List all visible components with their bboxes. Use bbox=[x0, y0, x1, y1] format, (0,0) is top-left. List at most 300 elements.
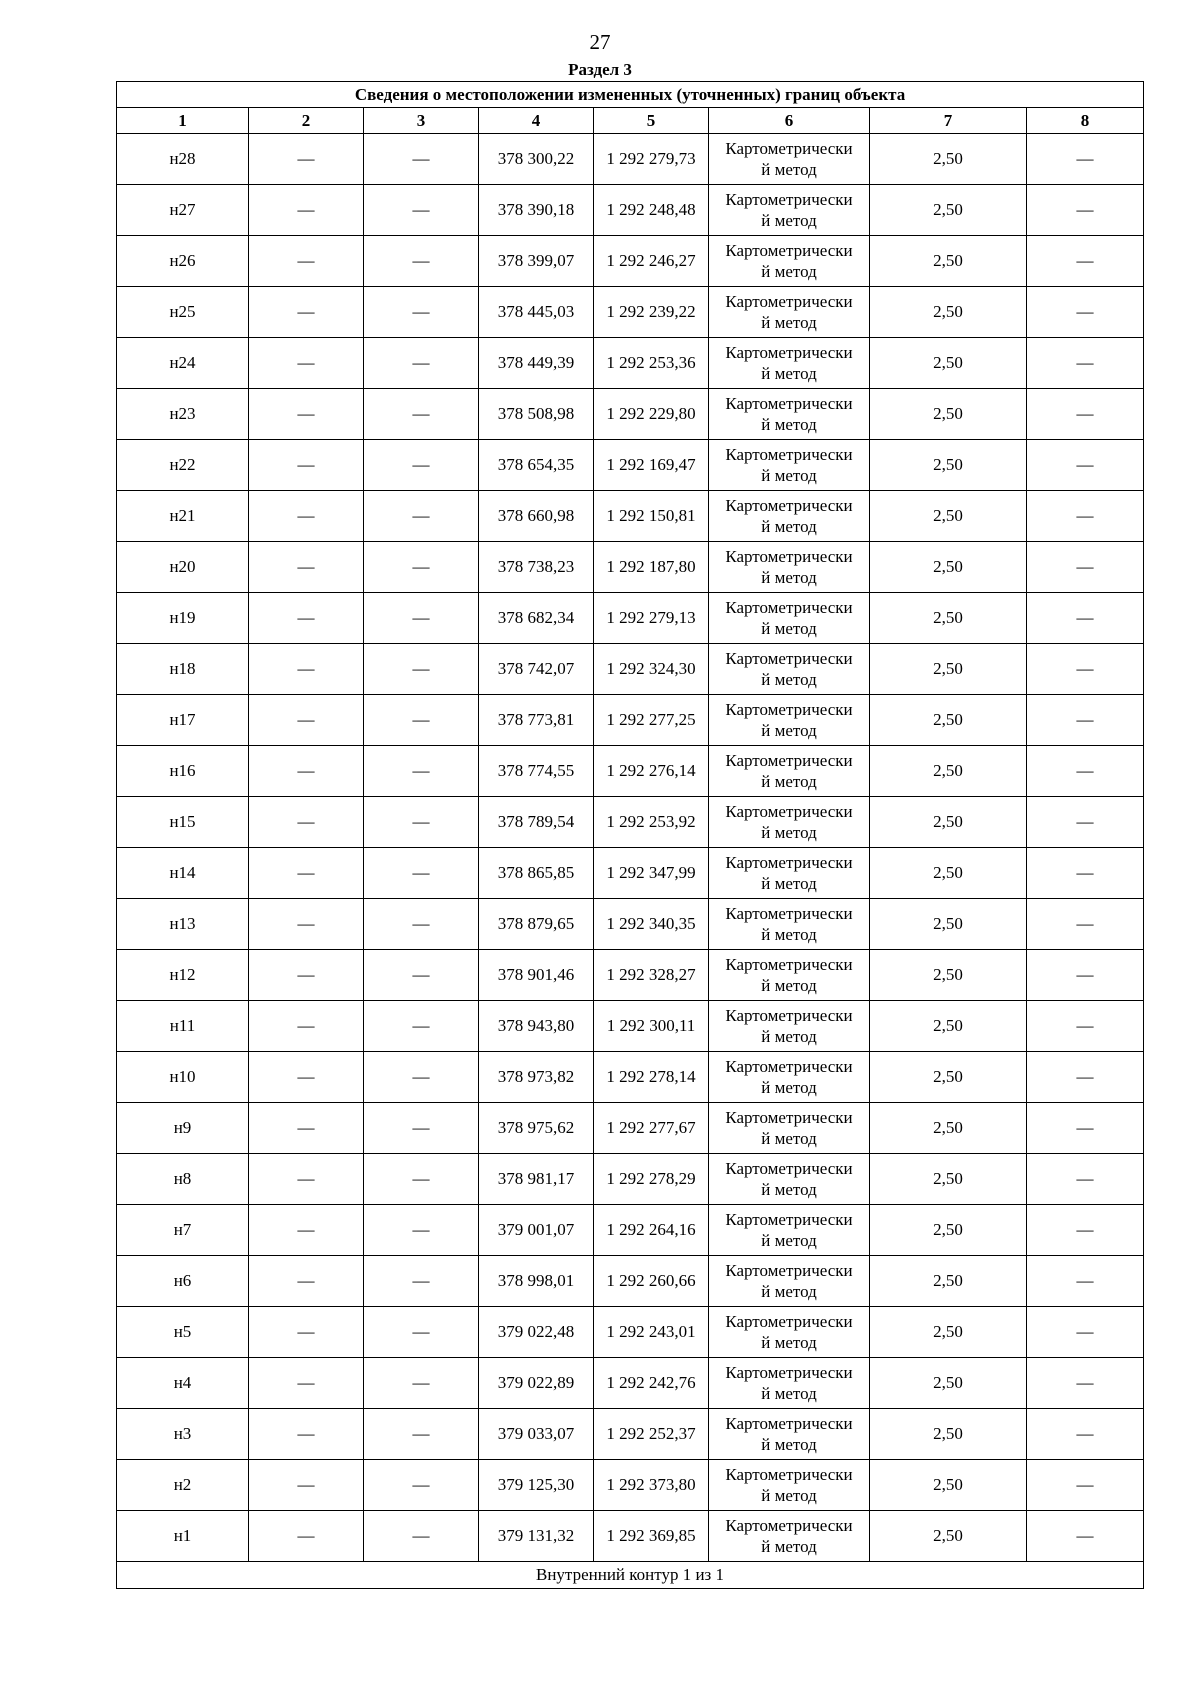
point-name-cell: н5 bbox=[117, 1307, 249, 1358]
description-cell: — bbox=[1027, 1460, 1144, 1511]
accuracy-cell: 2,50 bbox=[870, 1409, 1027, 1460]
method-cell bbox=[709, 593, 870, 644]
description-cell: — bbox=[1027, 338, 1144, 389]
accuracy-cell: 2,50 bbox=[870, 950, 1027, 1001]
table-row bbox=[117, 1154, 1144, 1205]
description-cell: — bbox=[1027, 797, 1144, 848]
x-coordinate-cell: 379 022,48 bbox=[479, 1307, 594, 1358]
point-name-cell: н9 bbox=[117, 1103, 249, 1154]
x-coordinate-cell: 378 973,82 bbox=[479, 1052, 594, 1103]
x-coordinate-cell: 378 981,17 bbox=[479, 1154, 594, 1205]
old-x-cell: — bbox=[249, 1103, 364, 1154]
method-cell bbox=[709, 1307, 870, 1358]
table-row bbox=[117, 542, 1144, 593]
old-x-cell: — bbox=[249, 848, 364, 899]
method-line-2: й метод bbox=[761, 1180, 817, 1199]
table-body bbox=[117, 134, 1144, 1562]
accuracy-cell: 2,50 bbox=[870, 1256, 1027, 1307]
point-name-cell: н28 bbox=[117, 134, 249, 185]
point-name-cell: н15 bbox=[117, 797, 249, 848]
method-cell bbox=[709, 236, 870, 287]
point-name-cell: н26 bbox=[117, 236, 249, 287]
old-x-cell: — bbox=[249, 338, 364, 389]
old-y-cell: — bbox=[364, 1154, 479, 1205]
description-cell: — bbox=[1027, 1001, 1144, 1052]
method-line-1: Картометрически bbox=[725, 802, 853, 821]
y-coordinate-cell: 1 292 239,22 bbox=[594, 287, 709, 338]
y-coordinate-cell: 1 292 187,80 bbox=[594, 542, 709, 593]
method-line-2: й метод bbox=[761, 568, 817, 587]
old-x-cell: — bbox=[249, 1460, 364, 1511]
old-y-cell: — bbox=[364, 1001, 479, 1052]
page-number: 27 bbox=[589, 30, 611, 54]
y-coordinate-cell: 1 292 253,36 bbox=[594, 338, 709, 389]
point-name-cell: н16 bbox=[117, 746, 249, 797]
method-line-1: Картометрически bbox=[725, 1363, 853, 1382]
point-name-cell: н20 bbox=[117, 542, 249, 593]
old-x-cell: — bbox=[249, 746, 364, 797]
table-row bbox=[117, 899, 1144, 950]
y-coordinate-cell: 1 292 340,35 bbox=[594, 899, 709, 950]
y-coordinate-cell: 1 292 277,67 bbox=[594, 1103, 709, 1154]
table-row bbox=[117, 1256, 1144, 1307]
section-title: Раздел 3 bbox=[568, 60, 632, 79]
accuracy-cell: 2,50 bbox=[870, 797, 1027, 848]
old-y-cell: — bbox=[364, 1205, 479, 1256]
accuracy-cell: 2,50 bbox=[870, 848, 1027, 899]
y-coordinate-cell: 1 292 243,01 bbox=[594, 1307, 709, 1358]
method-cell bbox=[709, 134, 870, 185]
old-x-cell: — bbox=[249, 134, 364, 185]
x-coordinate-cell: 378 998,01 bbox=[479, 1256, 594, 1307]
column-number: 3 bbox=[364, 108, 479, 134]
method-line-1: Картометрически bbox=[725, 343, 853, 362]
method-cell bbox=[709, 746, 870, 797]
method-line-1: Картометрически bbox=[725, 598, 853, 617]
description-cell: — bbox=[1027, 1205, 1144, 1256]
old-x-cell: — bbox=[249, 1511, 364, 1562]
table-row bbox=[117, 1460, 1144, 1511]
method-line-1: Картометрически bbox=[725, 955, 853, 974]
old-x-cell: — bbox=[249, 440, 364, 491]
y-coordinate-cell: 1 292 169,47 bbox=[594, 440, 709, 491]
method-cell bbox=[709, 644, 870, 695]
y-coordinate-cell: 1 292 347,99 bbox=[594, 848, 709, 899]
y-coordinate-cell: 1 292 276,14 bbox=[594, 746, 709, 797]
x-coordinate-cell: 378 300,22 bbox=[479, 134, 594, 185]
table-row bbox=[117, 1511, 1144, 1562]
accuracy-cell: 2,50 bbox=[870, 236, 1027, 287]
coordinates-table bbox=[116, 81, 1144, 1589]
description-cell: — bbox=[1027, 950, 1144, 1001]
accuracy-cell: 2,50 bbox=[870, 593, 1027, 644]
column-number: 5 bbox=[594, 108, 709, 134]
method-line-1: Картометрически bbox=[725, 496, 853, 515]
description-cell: — bbox=[1027, 848, 1144, 899]
point-name-cell: н19 bbox=[117, 593, 249, 644]
table-row bbox=[117, 848, 1144, 899]
point-name-cell: н27 bbox=[117, 185, 249, 236]
accuracy-cell: 2,50 bbox=[870, 1358, 1027, 1409]
point-name-cell: н24 bbox=[117, 338, 249, 389]
accuracy-cell: 2,50 bbox=[870, 746, 1027, 797]
method-cell bbox=[709, 695, 870, 746]
method-line-2: й метод bbox=[761, 772, 817, 791]
description-cell: — bbox=[1027, 491, 1144, 542]
method-line-2: й метод bbox=[761, 415, 817, 434]
table-row bbox=[117, 1205, 1144, 1256]
description-cell: — bbox=[1027, 1103, 1144, 1154]
table-row bbox=[117, 1409, 1144, 1460]
accuracy-cell: 2,50 bbox=[870, 1307, 1027, 1358]
y-coordinate-cell: 1 292 277,25 bbox=[594, 695, 709, 746]
x-coordinate-cell: 379 001,07 bbox=[479, 1205, 594, 1256]
table-row bbox=[117, 1001, 1144, 1052]
x-coordinate-cell: 378 508,98 bbox=[479, 389, 594, 440]
table-row bbox=[117, 1358, 1144, 1409]
y-coordinate-cell: 1 292 229,80 bbox=[594, 389, 709, 440]
table-row bbox=[117, 797, 1144, 848]
old-y-cell: — bbox=[364, 899, 479, 950]
old-y-cell: — bbox=[364, 185, 479, 236]
old-x-cell: — bbox=[249, 644, 364, 695]
y-coordinate-cell: 1 292 279,73 bbox=[594, 134, 709, 185]
description-cell: — bbox=[1027, 185, 1144, 236]
description-cell: — bbox=[1027, 695, 1144, 746]
old-x-cell: — bbox=[249, 1307, 364, 1358]
method-cell bbox=[709, 1103, 870, 1154]
description-cell: — bbox=[1027, 1154, 1144, 1205]
old-y-cell: — bbox=[364, 1511, 479, 1562]
method-line-2: й метод bbox=[761, 1486, 817, 1505]
method-line-2: й метод bbox=[761, 874, 817, 893]
x-coordinate-cell: 378 879,65 bbox=[479, 899, 594, 950]
accuracy-cell: 2,50 bbox=[870, 338, 1027, 389]
accuracy-cell: 2,50 bbox=[870, 440, 1027, 491]
y-coordinate-cell: 1 292 248,48 bbox=[594, 185, 709, 236]
old-x-cell: — bbox=[249, 1358, 364, 1409]
y-coordinate-cell: 1 292 260,66 bbox=[594, 1256, 709, 1307]
method-line-2: й метод bbox=[761, 1231, 817, 1250]
method-line-1: Картометрически bbox=[725, 1414, 853, 1433]
old-y-cell: — bbox=[364, 236, 479, 287]
y-coordinate-cell: 1 292 369,85 bbox=[594, 1511, 709, 1562]
column-number: 7 bbox=[870, 108, 1027, 134]
point-name-cell: н6 bbox=[117, 1256, 249, 1307]
x-coordinate-cell: 378 682,34 bbox=[479, 593, 594, 644]
x-coordinate-cell: 378 738,23 bbox=[479, 542, 594, 593]
method-line-1: Картометрически bbox=[725, 751, 853, 770]
old-x-cell: — bbox=[249, 1205, 364, 1256]
method-line-2: й метод bbox=[761, 925, 817, 944]
old-y-cell: — bbox=[364, 287, 479, 338]
method-line-1: Картометрически bbox=[725, 904, 853, 923]
x-coordinate-cell: 378 901,46 bbox=[479, 950, 594, 1001]
old-y-cell: — bbox=[364, 644, 479, 695]
method-cell bbox=[709, 1001, 870, 1052]
x-coordinate-cell: 379 131,32 bbox=[479, 1511, 594, 1562]
accuracy-cell: 2,50 bbox=[870, 1460, 1027, 1511]
method-line-1: Картометрически bbox=[725, 547, 853, 566]
old-y-cell: — bbox=[364, 1103, 479, 1154]
method-line-2: й метод bbox=[761, 1129, 817, 1148]
accuracy-cell: 2,50 bbox=[870, 1205, 1027, 1256]
old-y-cell: — bbox=[364, 491, 479, 542]
method-line-1: Картометрически bbox=[725, 1057, 853, 1076]
point-name-cell: н22 bbox=[117, 440, 249, 491]
description-cell: — bbox=[1027, 1052, 1144, 1103]
method-line-1: Картометрически bbox=[725, 1465, 853, 1484]
point-name-cell: н10 bbox=[117, 1052, 249, 1103]
accuracy-cell: 2,50 bbox=[870, 287, 1027, 338]
method-line-1: Картометрически bbox=[725, 1159, 853, 1178]
method-line-1: Картометрически bbox=[725, 1261, 853, 1280]
point-name-cell: н2 bbox=[117, 1460, 249, 1511]
column-number: 8 bbox=[1027, 108, 1144, 134]
old-x-cell: — bbox=[249, 287, 364, 338]
method-line-2: й метод bbox=[761, 517, 817, 536]
point-name-cell: н23 bbox=[117, 389, 249, 440]
method-cell bbox=[709, 491, 870, 542]
method-line-2: й метод bbox=[761, 1078, 817, 1097]
method-line-1: Картометрически bbox=[725, 1006, 853, 1025]
method-line-2: й метод bbox=[761, 211, 817, 230]
method-cell bbox=[709, 1409, 870, 1460]
x-coordinate-cell: 378 865,85 bbox=[479, 848, 594, 899]
y-coordinate-cell: 1 292 373,80 bbox=[594, 1460, 709, 1511]
accuracy-cell: 2,50 bbox=[870, 1511, 1027, 1562]
old-y-cell: — bbox=[364, 389, 479, 440]
x-coordinate-cell: 379 033,07 bbox=[479, 1409, 594, 1460]
x-coordinate-cell: 379 022,89 bbox=[479, 1358, 594, 1409]
old-y-cell: — bbox=[364, 593, 479, 644]
accuracy-cell: 2,50 bbox=[870, 491, 1027, 542]
description-cell: — bbox=[1027, 1511, 1144, 1562]
point-name-cell: н18 bbox=[117, 644, 249, 695]
accuracy-cell: 2,50 bbox=[870, 644, 1027, 695]
y-coordinate-cell: 1 292 278,29 bbox=[594, 1154, 709, 1205]
accuracy-cell: 2,50 bbox=[870, 185, 1027, 236]
accuracy-cell: 2,50 bbox=[870, 1052, 1027, 1103]
point-name-cell: н3 bbox=[117, 1409, 249, 1460]
description-cell: — bbox=[1027, 1307, 1144, 1358]
old-x-cell: — bbox=[249, 797, 364, 848]
old-x-cell: — bbox=[249, 1001, 364, 1052]
old-x-cell: — bbox=[249, 185, 364, 236]
method-cell bbox=[709, 1052, 870, 1103]
table-caption: Сведения о местоположении измененных (уточненных) границ объекта bbox=[117, 82, 1144, 108]
accuracy-cell: 2,50 bbox=[870, 695, 1027, 746]
method-cell bbox=[709, 797, 870, 848]
old-x-cell: — bbox=[249, 1052, 364, 1103]
column-number: 4 bbox=[479, 108, 594, 134]
old-y-cell: — bbox=[364, 848, 479, 899]
old-y-cell: — bbox=[364, 1052, 479, 1103]
x-coordinate-cell: 378 742,07 bbox=[479, 644, 594, 695]
method-line-2: й метод bbox=[761, 466, 817, 485]
table-row bbox=[117, 440, 1144, 491]
method-line-2: й метод bbox=[761, 823, 817, 842]
y-coordinate-cell: 1 292 328,27 bbox=[594, 950, 709, 1001]
method-line-2: й метод bbox=[761, 364, 817, 383]
column-number: 2 bbox=[249, 108, 364, 134]
description-cell: — bbox=[1027, 287, 1144, 338]
description-cell: — bbox=[1027, 1256, 1144, 1307]
y-coordinate-cell: 1 292 150,81 bbox=[594, 491, 709, 542]
method-cell bbox=[709, 1205, 870, 1256]
old-y-cell: — bbox=[364, 134, 479, 185]
method-line-1: Картометрически bbox=[725, 1210, 853, 1229]
y-coordinate-cell: 1 292 324,30 bbox=[594, 644, 709, 695]
table-row bbox=[117, 950, 1144, 1001]
method-line-2: й метод bbox=[761, 1027, 817, 1046]
old-y-cell: — bbox=[364, 1460, 479, 1511]
accuracy-cell: 2,50 bbox=[870, 389, 1027, 440]
y-coordinate-cell: 1 292 279,13 bbox=[594, 593, 709, 644]
method-cell bbox=[709, 1358, 870, 1409]
method-line-2: й метод bbox=[761, 670, 817, 689]
method-cell bbox=[709, 440, 870, 491]
method-line-1: Картометрически bbox=[725, 190, 853, 209]
method-line-1: Картометрически bbox=[725, 649, 853, 668]
old-y-cell: — bbox=[364, 338, 479, 389]
old-y-cell: — bbox=[364, 1307, 479, 1358]
point-name-cell: н17 bbox=[117, 695, 249, 746]
old-x-cell: — bbox=[249, 236, 364, 287]
table-row bbox=[117, 185, 1144, 236]
old-y-cell: — bbox=[364, 695, 479, 746]
method-line-1: Картометрически bbox=[725, 394, 853, 413]
column-number: 1 bbox=[117, 108, 249, 134]
table-row bbox=[117, 644, 1144, 695]
table-footer: Внутренний контур 1 из 1 bbox=[117, 1562, 1144, 1589]
point-name-cell: н8 bbox=[117, 1154, 249, 1205]
x-coordinate-cell: 379 125,30 bbox=[479, 1460, 594, 1511]
table-row bbox=[117, 1103, 1144, 1154]
method-cell bbox=[709, 389, 870, 440]
table-row bbox=[117, 695, 1144, 746]
column-number: 6 bbox=[709, 108, 870, 134]
x-coordinate-cell: 378 773,81 bbox=[479, 695, 594, 746]
y-coordinate-cell: 1 292 252,37 bbox=[594, 1409, 709, 1460]
old-x-cell: — bbox=[249, 695, 364, 746]
method-cell bbox=[709, 185, 870, 236]
method-line-2: й метод bbox=[761, 1384, 817, 1403]
method-cell bbox=[709, 338, 870, 389]
method-line-2: й метод bbox=[761, 1435, 817, 1454]
old-y-cell: — bbox=[364, 746, 479, 797]
point-name-cell: н21 bbox=[117, 491, 249, 542]
y-coordinate-cell: 1 292 246,27 bbox=[594, 236, 709, 287]
method-line-1: Картометрически bbox=[725, 1312, 853, 1331]
accuracy-cell: 2,50 bbox=[870, 1103, 1027, 1154]
x-coordinate-cell: 378 789,54 bbox=[479, 797, 594, 848]
description-cell: — bbox=[1027, 1409, 1144, 1460]
description-cell: — bbox=[1027, 644, 1144, 695]
old-y-cell: — bbox=[364, 1256, 479, 1307]
old-x-cell: — bbox=[249, 950, 364, 1001]
method-cell bbox=[709, 542, 870, 593]
description-cell: — bbox=[1027, 1358, 1144, 1409]
old-x-cell: — bbox=[249, 1409, 364, 1460]
method-line-2: й метод bbox=[761, 160, 817, 179]
old-x-cell: — bbox=[249, 899, 364, 950]
accuracy-cell: 2,50 bbox=[870, 542, 1027, 593]
x-coordinate-cell: 378 774,55 bbox=[479, 746, 594, 797]
description-cell: — bbox=[1027, 236, 1144, 287]
accuracy-cell: 2,50 bbox=[870, 899, 1027, 950]
method-cell bbox=[709, 1511, 870, 1562]
old-x-cell: — bbox=[249, 593, 364, 644]
x-coordinate-cell: 378 399,07 bbox=[479, 236, 594, 287]
method-line-1: Картометрически bbox=[725, 853, 853, 872]
table-row bbox=[117, 1052, 1144, 1103]
method-cell bbox=[709, 1256, 870, 1307]
table-row bbox=[117, 593, 1144, 644]
old-y-cell: — bbox=[364, 1358, 479, 1409]
table-row bbox=[117, 236, 1144, 287]
method-line-1: Картометрически bbox=[725, 241, 853, 260]
description-cell: — bbox=[1027, 389, 1144, 440]
description-cell: — bbox=[1027, 440, 1144, 491]
old-x-cell: — bbox=[249, 542, 364, 593]
table-row bbox=[117, 746, 1144, 797]
accuracy-cell: 2,50 bbox=[870, 134, 1027, 185]
old-x-cell: — bbox=[249, 491, 364, 542]
method-line-2: й метод bbox=[761, 1333, 817, 1352]
method-line-1: Картометрически bbox=[725, 139, 853, 158]
method-cell bbox=[709, 899, 870, 950]
y-coordinate-cell: 1 292 278,14 bbox=[594, 1052, 709, 1103]
point-name-cell: н25 bbox=[117, 287, 249, 338]
x-coordinate-cell: 378 445,03 bbox=[479, 287, 594, 338]
x-coordinate-cell: 378 390,18 bbox=[479, 185, 594, 236]
table-row bbox=[117, 287, 1144, 338]
table-row bbox=[117, 338, 1144, 389]
table-row bbox=[117, 134, 1144, 185]
x-coordinate-cell: 378 654,35 bbox=[479, 440, 594, 491]
old-y-cell: — bbox=[364, 542, 479, 593]
point-name-cell: н11 bbox=[117, 1001, 249, 1052]
method-line-1: Картометрически bbox=[725, 1108, 853, 1127]
method-line-2: й метод bbox=[761, 262, 817, 281]
x-coordinate-cell: 378 943,80 bbox=[479, 1001, 594, 1052]
column-number-row bbox=[117, 108, 1144, 134]
old-y-cell: — bbox=[364, 950, 479, 1001]
table-row bbox=[117, 491, 1144, 542]
accuracy-cell: 2,50 bbox=[870, 1154, 1027, 1205]
method-line-2: й метод bbox=[761, 1537, 817, 1556]
point-name-cell: н12 bbox=[117, 950, 249, 1001]
old-y-cell: — bbox=[364, 797, 479, 848]
point-name-cell: н13 bbox=[117, 899, 249, 950]
description-cell: — bbox=[1027, 134, 1144, 185]
method-line-1: Картометрически bbox=[725, 700, 853, 719]
method-line-1: Картометрически bbox=[725, 292, 853, 311]
x-coordinate-cell: 378 449,39 bbox=[479, 338, 594, 389]
method-cell bbox=[709, 848, 870, 899]
point-name-cell: н7 bbox=[117, 1205, 249, 1256]
method-cell bbox=[709, 287, 870, 338]
description-cell: — bbox=[1027, 542, 1144, 593]
y-coordinate-cell: 1 292 253,92 bbox=[594, 797, 709, 848]
method-line-1: Картометрически bbox=[725, 1516, 853, 1535]
table-row bbox=[117, 389, 1144, 440]
method-line-2: й метод bbox=[761, 1282, 817, 1301]
method-line-1: Картометрически bbox=[725, 445, 853, 464]
method-cell bbox=[709, 1460, 870, 1511]
point-name-cell: н1 bbox=[117, 1511, 249, 1562]
